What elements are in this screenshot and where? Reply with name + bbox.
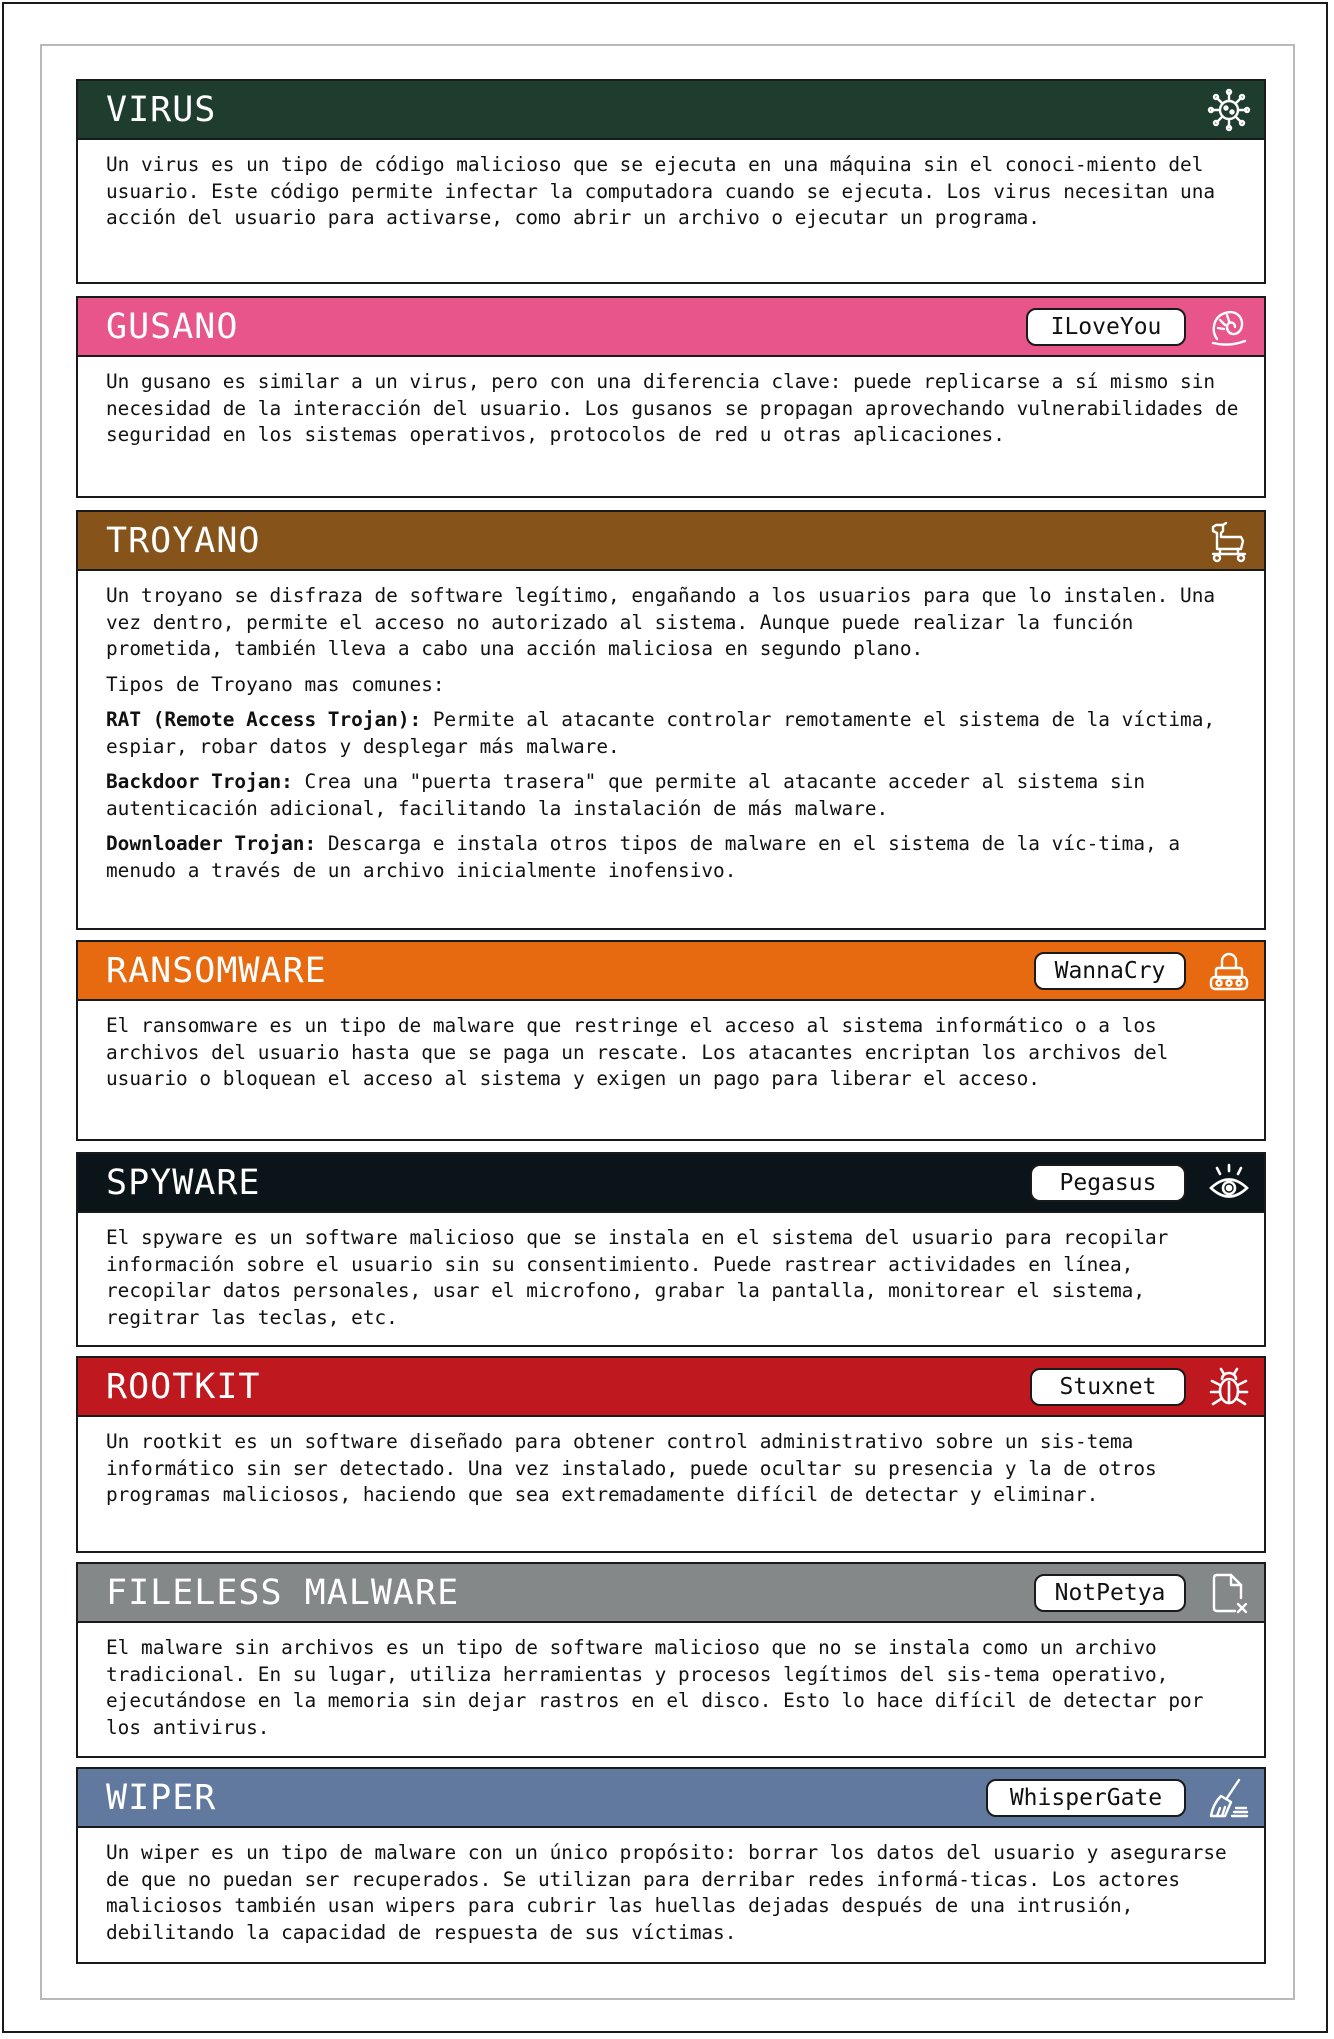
paragraph: Un troyano se disfraza de software legítimo, engañando a los usuarios para que lo instalen. Una vez dentro, permite el acceso no autorizado al sistema. Aunque puede realizar la función prometida, también lleva a cabo una acción maliciosa en segundo plano.: [106, 584, 1216, 660]
example-badge: Stuxnet: [1030, 1368, 1186, 1406]
worm-icon: [1206, 304, 1252, 350]
card-gusano: [76, 296, 1266, 498]
card-body: [78, 1828, 1264, 1956]
trojan-type-item: [106, 707, 1244, 760]
example-badge: WannaCry: [1034, 952, 1186, 990]
example-badge: Pegasus: [1030, 1164, 1186, 1202]
card-header: [78, 942, 1264, 1001]
paragraph: El ransomware es un tipo de malware que restringe el acceso al sistema informático o a los archivos del usuario hasta que se paga un rescate. Los atacantes encriptan los archivos del usuario o bloquean el acceso al sistema y exigen un pago para liberar el acceso.: [106, 1014, 1169, 1090]
card-title: GUSANO: [106, 306, 239, 347]
broom-icon: [1206, 1775, 1252, 1821]
card-header: [78, 1358, 1264, 1417]
bug-icon: [1206, 1364, 1252, 1410]
card-ransomware: [76, 940, 1266, 1141]
card-title: VIRUS: [106, 89, 217, 130]
paragraph: Un virus es un tipo de código malicioso que se ejecuta en una máquina sin el conoci-miento del usuario. Este código permite infectar la computadora cuando se ejecuta. Los virus necesitan una acción del usuario para activarse, como abrir un archivo o ejecutar un programa.: [106, 153, 1216, 229]
paragraph: El malware sin archivos es un tipo de software malicioso que no se instala como un archivo tradicional. En su lugar, utiliza herramientas y procesos legítimos del sis-tema operativo, ejecutándose en la memoria sin dejar rastros en el disco. Esto lo hace difícil de detectar por los antivirus.: [106, 1636, 1204, 1739]
card-header: [78, 81, 1264, 140]
card-header: [78, 1564, 1264, 1623]
card-rootkit: [76, 1356, 1266, 1553]
lock-icon: [1206, 948, 1252, 994]
card-body: [78, 571, 1264, 894]
card-body: [78, 1213, 1264, 1341]
virus-icon: [1206, 87, 1252, 133]
paragraph: Un rootkit es un software diseñado para obtener control administrativo sobre un sis-tema informático sin ser detectado. Una vez instalado, puede ocultar su presencia y la de otros programas maliciosos, haciendo que sea extremadamente difícil de detectar y eliminar.: [106, 1430, 1157, 1506]
trojan-type-desc: Crea una "puerta trasera" que permite al atacante acceder al sistema sin autenticación adicional, facilitando la instalación de más malware.: [106, 770, 1146, 820]
card-body: [78, 1417, 1264, 1519]
card-header: [78, 512, 1264, 571]
card-body: [78, 1001, 1264, 1103]
card-troyano: [76, 510, 1266, 930]
file-x-icon: [1206, 1570, 1252, 1616]
eye-icon: [1206, 1160, 1252, 1206]
trojan-horse-icon: [1206, 518, 1252, 564]
card-fileless: [76, 1562, 1266, 1758]
example-badge: WhisperGate: [986, 1779, 1186, 1817]
trojan-type-name: Downloader Trojan:: [106, 832, 317, 855]
trojan-type-name: RAT (Remote Access Trojan):: [106, 708, 422, 731]
card-title: WIPER: [106, 1777, 217, 1818]
paragraph: Un gusano es similar a un virus, pero con una diferencia clave: puede replicarse a sí mismo sin necesidad de la interacción del usuario. Los gusanos se propagan aprovechando vulnerabilidades de seguridad en los sistemas operativos, protocolos de red u otras aplicaciones.: [106, 370, 1239, 446]
card-title: TROYANO: [106, 520, 261, 561]
example-badge: ILoveYou: [1026, 308, 1186, 346]
card-body: [78, 357, 1264, 459]
card-body: [78, 140, 1264, 242]
card-spyware: [76, 1152, 1266, 1347]
card-wiper: [76, 1767, 1266, 1964]
example-badge: NotPetya: [1034, 1574, 1186, 1612]
card-title: RANSOMWARE: [106, 950, 327, 991]
types-intro: Tipos de Troyano mas comunes:: [106, 672, 445, 696]
card-body: [78, 1623, 1264, 1751]
card-header: [78, 1154, 1264, 1213]
card-title: SPYWARE: [106, 1162, 261, 1203]
trojan-type-desc: Descarga e instala otros tipos de malware en el sistema de la víc-tima, a menudo a través de un archivo inicialmente inofensivo.: [106, 832, 1181, 882]
paragraph: Un wiper es un tipo de malware con un único propósito: borrar los datos del usuario y asegurarse de que no puedan ser recuperados. Se utilizan para derribar redes informá-ticas. Los actores maliciosos también usan wipers para cubrir las huellas dejadas después de una intrusión, debilitando la capacidad de respuesta de sus víctimas.: [106, 1841, 1227, 1944]
trojan-type-desc: Permite al atacante controlar remotamente el sistema de la víctima, espiar, robar datos y desplegar más malware.: [106, 708, 1216, 758]
trojan-type-item: [106, 769, 1244, 822]
trojan-type-name: Backdoor Trojan:: [106, 770, 293, 793]
card-header: [78, 1769, 1264, 1828]
card-title: FILELESS MALWARE: [106, 1572, 460, 1613]
paragraph: El spyware es un software malicioso que se instala en el sistema del usuario para recopilar información sobre el usuario sin su consentimiento. Puede rastrear actividades en línea, recopilar datos personales, usar el microfono, grabar la pantalla, monitorear el sistema, regitrar las teclas, etc.: [106, 1226, 1169, 1329]
trojan-type-item: [106, 831, 1244, 884]
card-virus: [76, 79, 1266, 284]
card-header: [78, 298, 1264, 357]
card-title: ROOTKIT: [106, 1366, 261, 1407]
